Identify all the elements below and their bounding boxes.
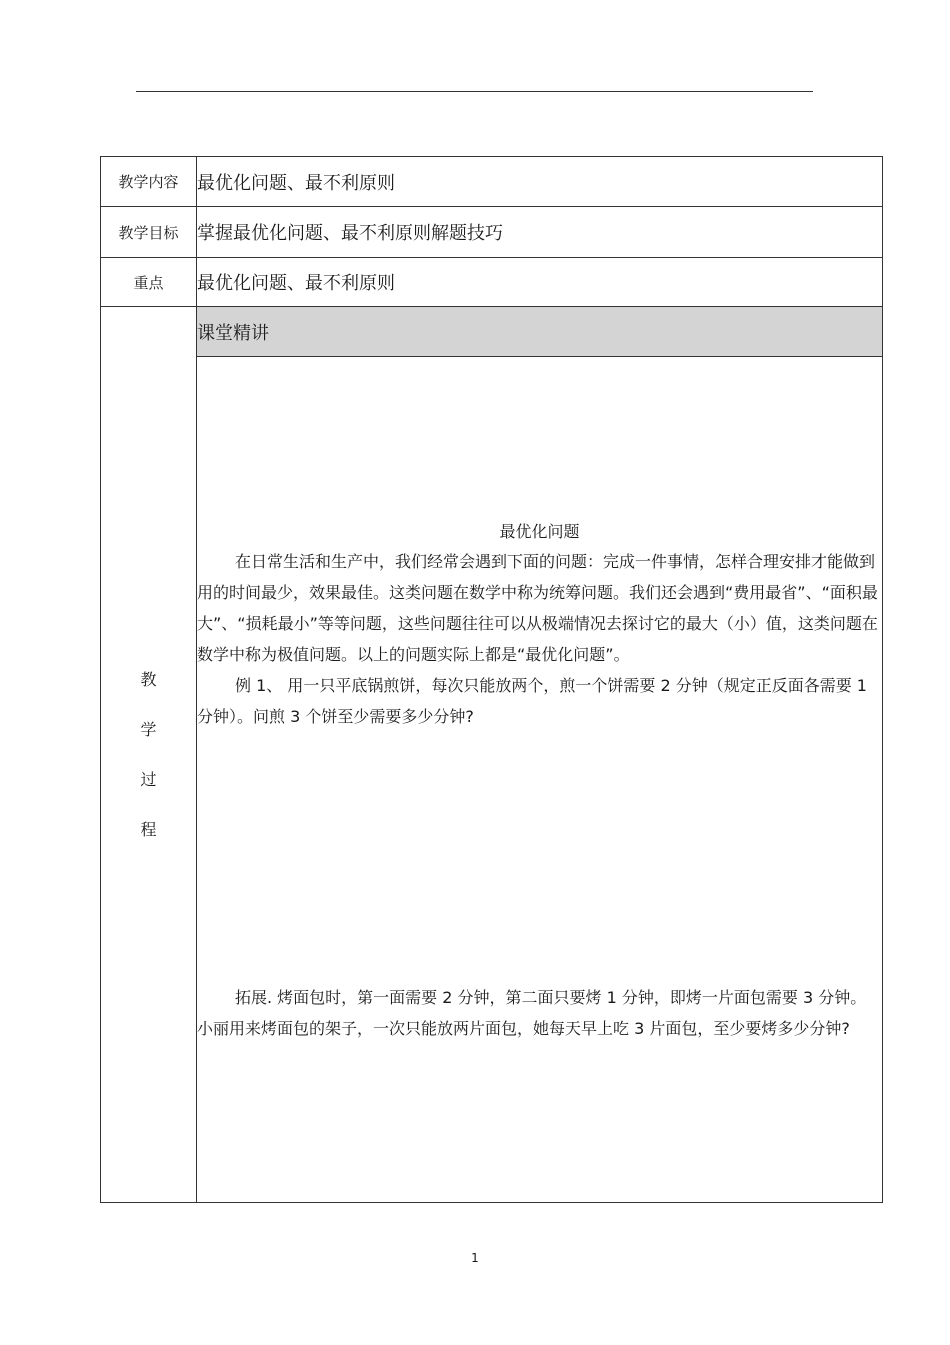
content-label: 教学内容 bbox=[101, 157, 197, 207]
intro-paragraph: 在日常生活和生产中，我们经常会遇到下面的问题：完成一件事情，怎样合理安排才能做到用的时间最少，效果最佳。这类问题在数学中称为统筹问题。我们还会遇到“费用最省”、“面积最大”、“损耗最小”等等问题，这些问题往往可以从极端情况去探讨它的最大（小）值，这类问题在数学中称为极值问题。以上的问题实际上都是“最优化问题”。 bbox=[197, 551, 878, 664]
objective-value: 掌握最优化问题、最不利原则解题技巧 bbox=[197, 207, 883, 258]
header-rule bbox=[136, 91, 813, 92]
page-number: 1 bbox=[471, 1251, 479, 1265]
extension-problem: 拓展. 烤面包时，第一面需要 2 分钟，第二面只要烤 1 分钟，即烤一片面包需要 3 分钟。小丽用来烤面包的架子，一次只能放两片面包，她每天早上吃 3 片面包，至少要烤多少分钟? bbox=[197, 987, 867, 1038]
table-row bbox=[101, 357, 883, 1203]
process-label-char: 学 bbox=[140, 719, 157, 739]
process-label bbox=[101, 307, 197, 1203]
objective-label: 教学目标 bbox=[101, 207, 197, 258]
lesson-plan-table bbox=[100, 156, 883, 1203]
process-label-char: 过 bbox=[140, 769, 157, 789]
table-row bbox=[101, 307, 883, 357]
example-1: 例 1、 用一只平底锅煎饼，每次只能放两个，煎一个饼需要 2 分钟（规定正反面各需要 1 分钟）。问煎 3 个饼至少需要多少分钟? bbox=[197, 675, 867, 726]
process-label-char: 程 bbox=[140, 819, 157, 839]
answer-space bbox=[197, 732, 882, 982]
table-row bbox=[101, 207, 883, 258]
content-value: 最优化问题、最不利原则 bbox=[197, 157, 883, 207]
process-label-char: 教 bbox=[140, 669, 157, 689]
table-row bbox=[101, 157, 883, 207]
key-point-label: 重点 bbox=[101, 258, 197, 307]
key-point-value: 最优化问题、最不利原则 bbox=[197, 258, 883, 307]
lesson-subtitle: 最优化问题 bbox=[499, 521, 580, 541]
section-header: 课堂精讲 bbox=[197, 307, 883, 357]
table-row bbox=[101, 258, 883, 307]
lesson-content bbox=[197, 357, 883, 1203]
